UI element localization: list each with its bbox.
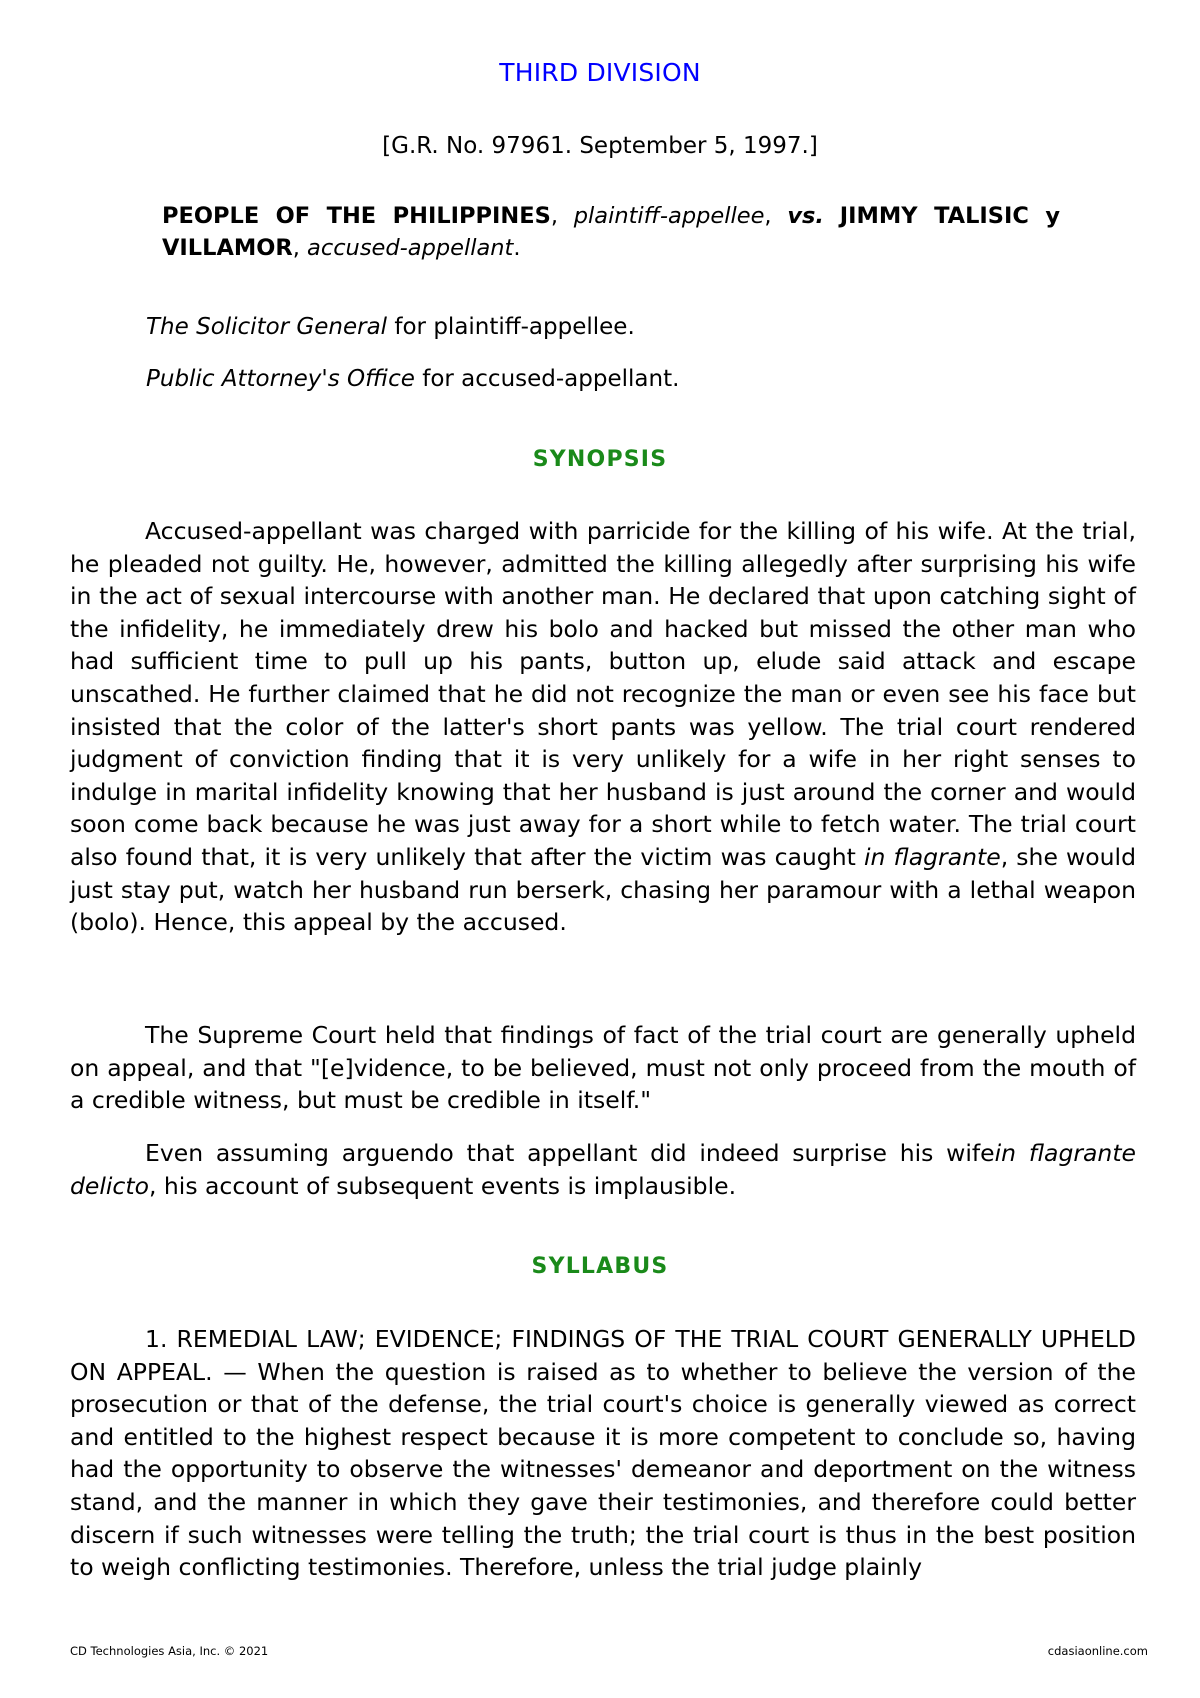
- accused-role: accused-appellant: [307, 235, 514, 261]
- synopsis-p1-text-b: , she would just stay put, watch her husband run berserk, chasing her paramour with a lethal weapon (bolo). Hence, this appeal by the accused.: [70, 842, 1136, 937]
- synopsis-p3-text-b: , his account of subsequent events is implausible.: [148, 1171, 737, 1200]
- syllabus-heading: SYLLABUS: [531, 1254, 669, 1279]
- accused-name: JIMMY TALISIC y VILLAMOR: [162, 203, 1061, 261]
- counsel-accused-text: for accused-appellant.: [414, 366, 680, 392]
- synopsis-p1-text-a: Accused-appellant was charged with parricide for the killing of his wife. At the trial, he pleaded not guilty. He, however, admitted the killing allegedly after surprising his wife in the act of sexual intercourse with another man. He declared that upon catching sight of the infidelity, he immediately drew his bolo and hacked but missed the other man who had sufficient time to pull up his pants, button up, elude said attack and escape unscathed. He further claimed that he did not recognize the man or even see his face but insisted that the color of the latter's short pants was yellow. The trial court rendered judgment of conviction finding that it is very unlikely for a wife in her right senses to indulge in marital infidelity knowing that her husband is just around the corner and would soon come back because he was just away for a short while to fetch water. The trial court also found that, it is very unlikely that after the victim was caught: [70, 517, 1136, 871]
- synopsis-p3-italic: in flagrante delicto: [70, 1139, 1136, 1200]
- case-parties: PEOPLE OF THE PHILIPPINES, plaintiff-appellee, vs. JIMMY TALISIC y VILLAMOR, accused-appellant.: [162, 203, 1061, 261]
- versus-label: vs.: [787, 203, 824, 229]
- division-heading: THIRD DIVISION: [499, 58, 701, 87]
- plaintiff-name: PEOPLE OF THE PHILIPPINES: [162, 203, 551, 229]
- counsel-accused-name: Public Attorney's Office: [146, 366, 415, 392]
- synopsis-paragraph-1: [70, 515, 1136, 939]
- synopsis-paragraph-2: The Supreme Court held that findings of fact of the trial court are generally upheld on appeal, and that "[e]vidence, to be believed, must not only proceed from the mouth of a credible witness, but must be credible in itself.": [70, 1021, 1136, 1115]
- counsel-plaintiff: [146, 314, 635, 340]
- counsel-plaintiff-name: The Solicitor General: [146, 314, 388, 340]
- footer-website: cdasiaonline.com: [1047, 1644, 1148, 1658]
- synopsis-p1-italic: in flagrante: [863, 842, 1001, 871]
- counsel-accused: [146, 366, 679, 392]
- plaintiff-role: plaintiff-appellee: [573, 203, 765, 229]
- footer-copyright: CD Technologies Asia, Inc. © 2021: [70, 1644, 269, 1658]
- synopsis-p3-text-a: Even assuming arguendo that appellant did indeed surprise his wife: [145, 1139, 995, 1167]
- synopsis-heading: SYNOPSIS: [532, 447, 668, 472]
- counsel-plaintiff-text: for plaintiff-appellee.: [387, 314, 635, 340]
- synopsis-paragraph-3: [70, 1137, 1136, 1202]
- syllabus-paragraph-1: 1. REMEDIAL LAW; EVIDENCE; FINDINGS OF THE TRIAL COURT GENERALLY UPHELD ON APPEAL. — When the question is raised as to whether to believe the version of the prosecution or that of the defense, the trial court's choice is generally viewed as correct and entitled to the highest respect because it is more competent to conclude so, having had the opportunity to observe the witnesses' demeanor and deportment on the witness stand, and the manner in which they gave their testimonies, and therefore could better discern if such witnesses were telling the truth; the trial court is thus in the best position to weigh conflicting testimonies. Therefore, unless the trial judge plainly: [70, 1325, 1136, 1582]
- case-number: [G.R. No. 97961. September 5, 1997.]: [382, 133, 818, 159]
